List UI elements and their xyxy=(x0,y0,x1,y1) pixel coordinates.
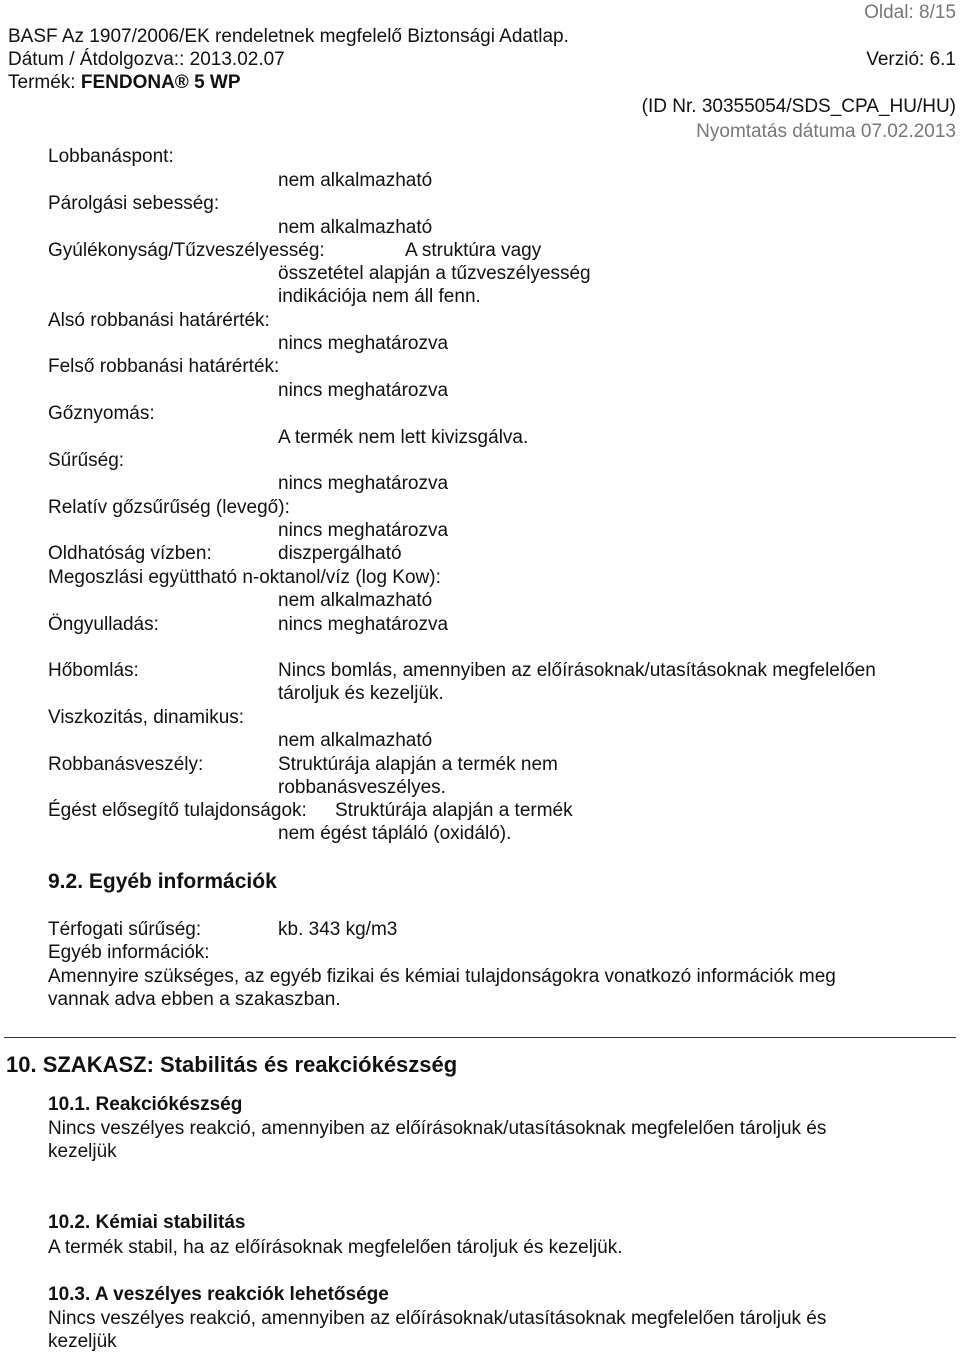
flammability-value-3: indikációja nem áll fenn. xyxy=(278,286,481,307)
explosion-hazard-label: Robbanásveszély: xyxy=(48,754,204,775)
document-id: (ID Nr. 30355054/SDS_CPA_HU/HU) xyxy=(641,96,956,117)
other-info-label: Egyéb információk: xyxy=(48,942,210,963)
explosion-hazard-value-2: robbanásveszélyes. xyxy=(278,777,446,798)
other-info-text-1: Amennyire szükséges, az egyéb fizikai és kémiai tulajdonságokra vonatkozó információk meg xyxy=(48,966,836,987)
oxidising-label: Égést elősegítő tulajdonságok: xyxy=(48,800,307,821)
lower-explosion-label: Alsó robbanási határérték: xyxy=(48,310,270,331)
regulation-line: BASF Az 1907/2006/EK rendeletnek megfelelő Biztonsági Adatlap. xyxy=(8,26,569,47)
density-label: Sűrűség: xyxy=(48,450,125,471)
stability-text: A termék stabil, ha az előírásoknak megfelelően tároljuk és kezeljük. xyxy=(48,1237,623,1258)
oxidising-value-2: nem égést tápláló (oxidáló). xyxy=(278,823,512,844)
revision-date: Dátum / Átdolgozva:: 2013.02.07 xyxy=(8,49,285,70)
hazardous-reactions-text-2: kezeljük xyxy=(48,1331,117,1352)
explosion-hazard-value-1: Struktúrája alapján a termék nem xyxy=(278,754,558,775)
other-info-text-2: vannak adva ebben a szakaszban. xyxy=(48,989,341,1010)
autoignition-value: nincs meghatározva xyxy=(278,614,449,635)
viscosity-label: Viszkozitás, dinamikus: xyxy=(48,707,245,728)
vapour-pressure-label: Gőznyomás: xyxy=(48,403,155,424)
flammability-value-2: összetétel alapján a tűzveszélyesség xyxy=(278,263,591,284)
thermal-decomposition-value-2: tároljuk és kezeljük. xyxy=(278,683,444,704)
section-10-heading: 10. SZAKASZ: Stabilitás és reakciókészség xyxy=(6,1052,458,1077)
solubility-label: Oldhatóság vízben: xyxy=(48,543,212,564)
flash-point-label: Lobbanáspont: xyxy=(48,146,174,167)
evaporation-label: Párolgási sebesség: xyxy=(48,193,220,214)
bulk-density-value: kb. 343 kg/m3 xyxy=(278,919,398,940)
print-date: Nyomtatás dátuma 07.02.2013 xyxy=(696,121,956,142)
solubility-value: diszpergálható xyxy=(278,543,402,564)
section-10-1-heading: 10.1. Reakciókészség xyxy=(48,1094,243,1115)
autoignition-label: Öngyulladás: xyxy=(48,614,159,635)
relative-vapour-density-label: Relatív gőzsűrűség (levegő): xyxy=(48,497,290,518)
partition-coefficient-label: Megoszlási együttható n-oktanol/víz (log Kow): xyxy=(48,567,441,588)
partition-coefficient-value: nem alkalmazható xyxy=(278,590,433,611)
relative-vapour-density-value: nincs meghatározva xyxy=(278,520,449,541)
evaporation-value: nem alkalmazható xyxy=(278,217,433,238)
page-header xyxy=(8,0,956,150)
reactivity-text-1: Nincs veszélyes reakció, amennyiben az előírásoknak/utasításoknak megfelelően tároljuk és xyxy=(48,1118,827,1139)
section-divider xyxy=(4,1037,956,1038)
vapour-pressure-value: A termék nem lett kivizsgálva. xyxy=(278,427,529,448)
section-10-3-heading: 10.3. A veszélyes reakciók lehetősége xyxy=(48,1284,389,1305)
flammability-value-1: A struktúra vagy xyxy=(405,240,542,261)
oxidising-value-1: Struktúrája alapján a termék xyxy=(335,800,573,821)
page-number: Oldal: 8/15 xyxy=(864,2,956,23)
upper-explosion-value: nincs meghatározva xyxy=(278,380,449,401)
bulk-density-label: Térfogati sűrűség: xyxy=(48,919,202,940)
flash-point-value: nem alkalmazható xyxy=(278,170,433,191)
thermal-decomposition-label: Hőbomlás: xyxy=(48,660,139,681)
version: Verzió: 6.1 xyxy=(866,49,956,70)
product-prefix: Termék: xyxy=(8,72,81,93)
section-9-2-heading: 9.2. Egyéb információk xyxy=(48,870,277,893)
thermal-decomposition-value-1: Nincs bomlás, amennyiben az előírásoknak/utasításoknak megfelelően xyxy=(278,660,876,681)
density-value: nincs meghatározva xyxy=(278,473,449,494)
viscosity-value: nem alkalmazható xyxy=(278,730,433,751)
section-10-2-heading: 10.2. Kémiai stabilitás xyxy=(48,1212,246,1233)
hazardous-reactions-text-1: Nincs veszélyes reakció, amennyiben az előírásoknak/utasításoknak megfelelően tároljuk és xyxy=(48,1308,827,1329)
lower-explosion-value: nincs meghatározva xyxy=(278,333,449,354)
upper-explosion-label: Felső robbanási határérték: xyxy=(48,356,280,377)
reactivity-text-2: kezeljük xyxy=(48,1141,117,1162)
product-line xyxy=(8,72,241,94)
product-name: FENDONA® 5 WP xyxy=(80,72,241,93)
flammability-label: Gyúlékonyság/Tűzveszélyesség: xyxy=(48,240,325,261)
